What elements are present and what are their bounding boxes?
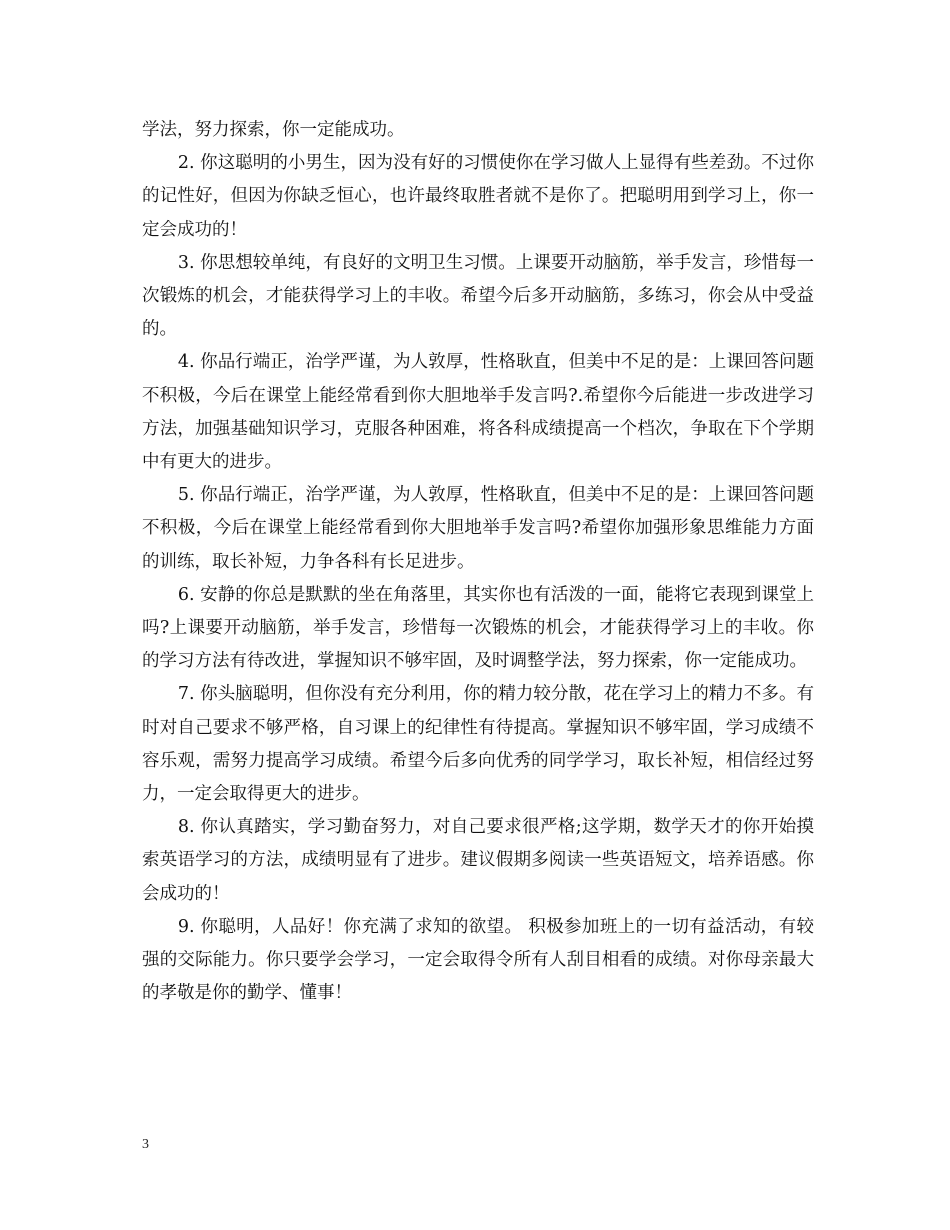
paragraph-item-3: 3. 你思想较单纯，有良好的文明卫生习惯。上课要开动脑筋，举手发言，珍惜每一次锻炼的机会，才能获得学习上的丰收。希望今后多开动脑筋，多练习，你会从中受益的。 [142,252,814,340]
paragraph-item-6: 6. 安静的你总是默默的坐在角落里，其实你也有活泼的一面，能将它表现到课堂上吗?上课要开动脑筋，举手发言，珍惜每一次锻炼的机会，才能获得学习上的丰收。你的学习方法有待改进，掌握知识不够牢固，及时调整学法，努力探索，你一定能成功。 [142,584,814,672]
document-body [142,114,814,1010]
page-number: 3 [142,1137,149,1152]
paragraph-item-4: 4. 你品行端正，治学严谨，为人敦厚，性格耿直，但美中不足的是：上课回答问题不积极，今后在课堂上能经常看到你大胆地举手发言吗?.希望你今后能进一步改进学习方法，加强基础知识学习，克服各种困难，将各科成绩提高一个档次，争取在下个学期中有更大的进步。 [142,352,814,473]
paragraph-item-2: 2. 你这聪明的小男生，因为没有好的习惯使你在学习做人上显得有些差劲。不过你的记性好，但因为你缺乏恒心，也许最终取胜者就不是你了。把聪明用到学习上，你一定会成功的！ [142,153,814,240]
paragraph-item-5: 5. 你品行端正，治学严谨，为人敦厚，性格耿直，但美中不足的是：上课回答问题不积极，今后在课堂上能经常看到你大胆地举手发言吗?希望你加强形象思维能力方面的训练，取长补短，力争各科有长足进步。 [142,485,814,572]
paragraph-item-9: 9. 你聪明，人品好！你充满了求知的欲望。 积极参加班上的一切有益活动，有较强的交际能力。你只要学会学习，一定会取得令所有人刮目相看的成绩。对你母亲最大的孝敬是你的勤学、懂事！ [142,916,814,1004]
paragraph-item-8: 8. 你认真踏实，学习勤奋努力，对自己要求很严格;这学期，数学天才的你开始摸索英语学习的方法，成绩明显有了进步。建议假期多阅读一些英语短文，培养语感。你会成功的！ [142,817,814,904]
paragraph-continuation: 学法，努力探索，你一定能成功。 [142,120,405,140]
paragraph-item-7: 7. 你头脑聪明，但你没有充分利用，你的精力较分散，花在学习上的精力不多。有时对自己要求不够严格，自习课上的纪律性有待提高。掌握知识不够牢固，学习成绩不容乐观，需努力提高学习成绩。希望今后多向优秀的同学学习，取长补短，相信经过努力，一定会取得更大的进步。 [142,684,814,805]
